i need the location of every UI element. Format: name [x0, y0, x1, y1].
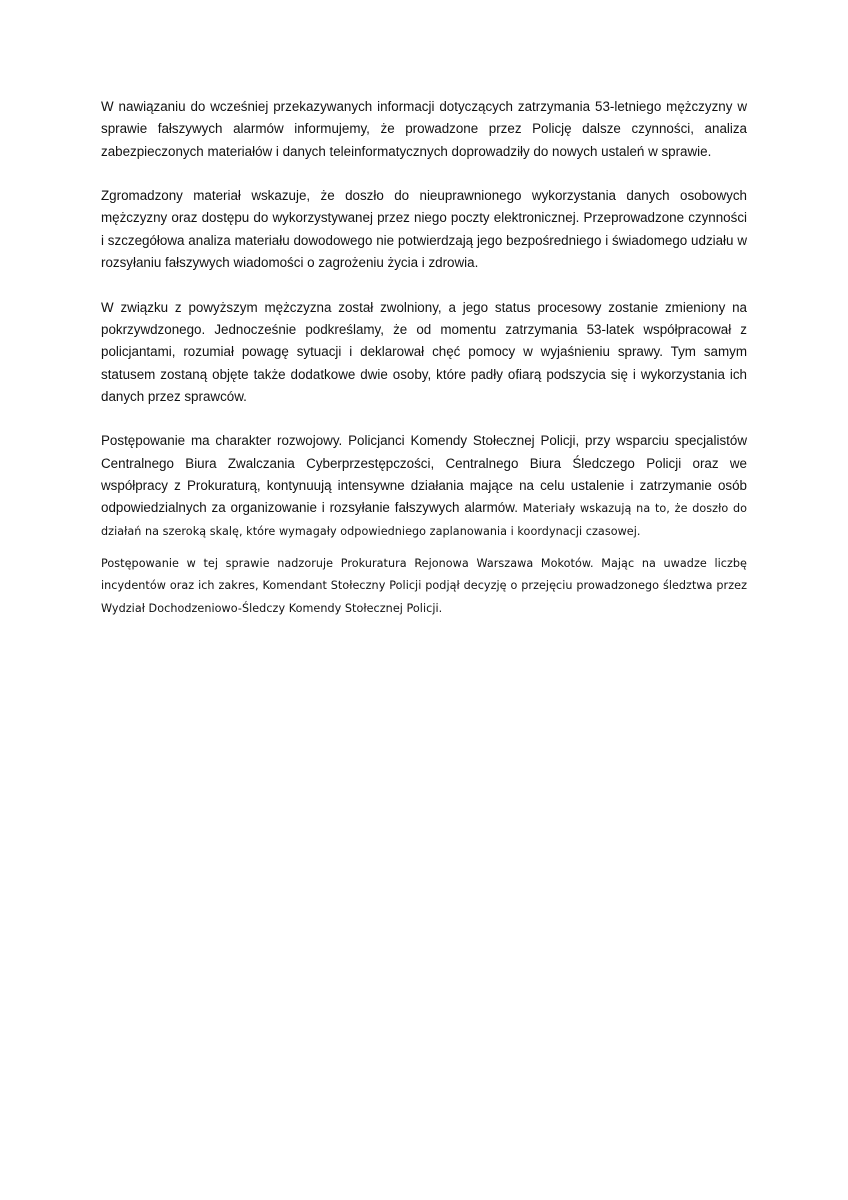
paragraph-2: Zgromadzony materiał wskazuje, że doszło do nieuprawnionego wykorzystania danych osobowych mężczyzny oraz dostępu do wykorzystywanej przez niego poczty elektronicznej. Przeprowadzone czynności i szczegółowa analiza materiału dowodowego nie potwierdzają jego bezpośredniego i świadomego udziału w rozsyłaniu fałszywych wiadomości o zagrożeniu życia i zdrowia.	[101, 188, 747, 271]
paragraph-4	[101, 430, 747, 542]
paragraph-5: Postępowanie w tej sprawie nadzoruje Prokuratura Rejonowa Warszawa Mokotów. Mając na uwadze liczbę incydentów oraz ich zakres, Komendant Stołeczny Policji podjął decyzję o przejęciu prowadzonego śledztwa przez Wydział Dochodzeniowo-Śledczy Komendy Stołecznej Policji.	[101, 556, 747, 615]
paragraph-4-part-1: Postępowanie ma charakter rozwojowy. Policjanci Komendy Stołecznej Policji, przy wsparciu specjalistów Centralnego Biura Zwalczania Cyberprzestępczości, Centralnego Biura Śledczego Policji oraz we współpracy z Prokuraturą, kontynuują intensywne działania mające na celu ustalenie i zatrzymanie osób odpowiedzialnych za organizowanie i rozsyłanie fałszywych alarmów.	[101, 433, 747, 516]
paragraph-3: W związku z powyższym mężczyzna został zwolniony, a jego status procesowy zostanie zmieniony na pokrzywdzonego. Jednocześnie podkreślamy, że od momentu zatrzymania 53-latek współpracował z policjantami, rozumiał powagę sytuacji i deklarował chęć pomocy w wyjaśnieniu sprawy. Tym samym statusem zostaną objęte także dodatkowe dwie osoby, które padły ofiarą podszycia się i wykorzystania ich danych przez sprawców.	[101, 299, 747, 404]
document-body	[101, 96, 747, 620]
paragraph-1: W nawiązaniu do wcześniej przekazywanych informacji dotyczących zatrzymania 53-letniego mężczyzny w sprawie fałszywych alarmów informujemy, że prowadzone przez Policję dalsze czynności, analiza zabezpieczonych materiałów i danych teleinformatycznych doprowadziły do nowych ustaleń w sprawie.	[101, 99, 747, 159]
paragraph-4-part-2: Materiały wskazują na to, że doszło do działań na szeroką skalę, które wymagały odpowiedniego zaplanowania i koordynacji czasowej.	[101, 502, 747, 538]
